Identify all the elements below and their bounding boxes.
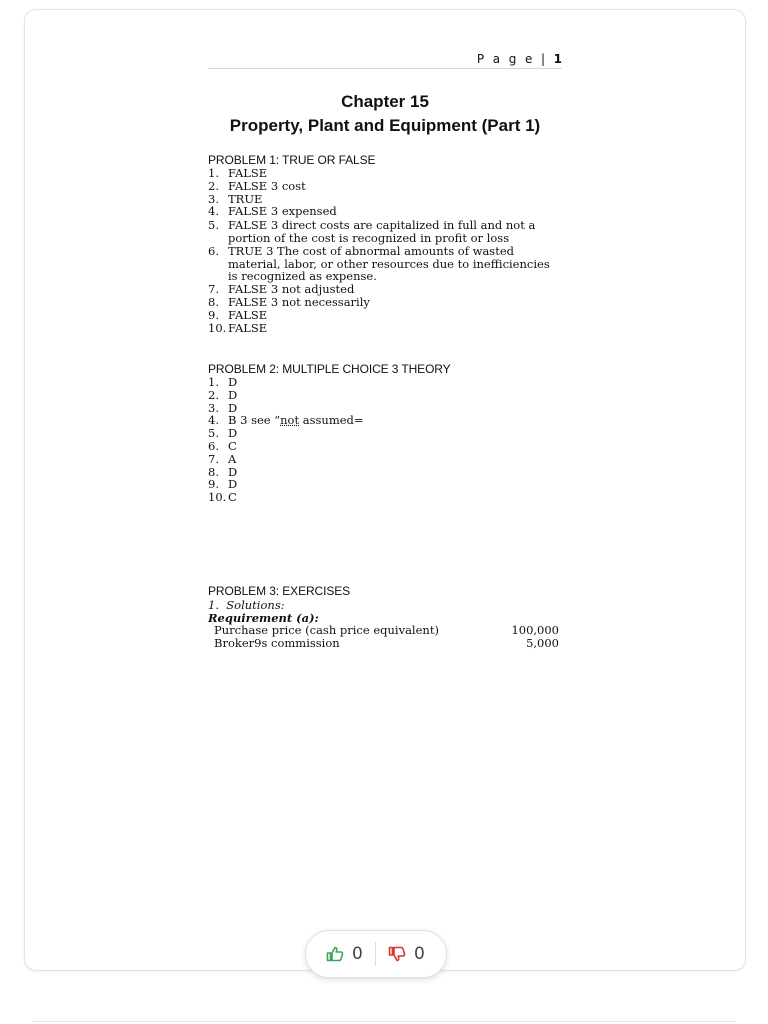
list-item: 4. FALSE 3 expensed xyxy=(208,204,337,219)
chapter-subtitle: Property, Plant and Equipment (Part 1) xyxy=(229,116,541,135)
list-item: 8. FALSE 3 not necessarily xyxy=(208,294,370,309)
vote-bar xyxy=(305,930,447,978)
problem2-heading: PROBLEM 2: MULTIPLE CHOICE 3 THEORY xyxy=(208,362,451,376)
list-item: 2. FALSE 3 cost xyxy=(208,178,306,193)
thumbs-down-icon xyxy=(388,946,406,962)
page-label: P a g e | xyxy=(476,52,554,66)
list-item: 4. B 3 see “not assumed= xyxy=(208,413,364,428)
solutions-label: 1. Solutions: xyxy=(208,598,285,612)
list-item: 3. D xyxy=(208,400,238,415)
list-item: 5. FALSE 3 direct costs are capitalized in full and not a portion of the cost is recognized in profit or loss xyxy=(208,218,536,245)
requirement-label: Requirement (a): xyxy=(208,611,319,625)
problem1-heading: PROBLEM 1: TRUE OR FALSE xyxy=(208,153,376,167)
thumbs-up-icon xyxy=(326,946,344,962)
list-item: 7. FALSE 3 not adjusted xyxy=(208,282,355,297)
list-item: 1. D xyxy=(208,375,238,389)
problem1-list xyxy=(208,167,562,334)
upvote-button[interactable] xyxy=(326,931,363,977)
list-item: 10. C xyxy=(208,490,237,505)
table-row: Purchase price (cash price equivalent) 100,000 xyxy=(214,623,559,637)
page-header xyxy=(208,52,562,69)
list-item: 8. D xyxy=(208,464,238,479)
list-item: 6. C xyxy=(208,438,237,453)
list-item: 2. D xyxy=(208,387,238,402)
downvote-count: 0 xyxy=(414,944,425,964)
list-item: 1. FALSE xyxy=(208,166,268,180)
vote-divider xyxy=(375,942,376,966)
list-item: 9. FALSE xyxy=(208,307,268,322)
problem2-list xyxy=(208,376,562,504)
upvote-count: 0 xyxy=(352,944,363,964)
page-number: 1 xyxy=(553,52,562,66)
list-item: 7. A xyxy=(208,451,237,466)
list-item: 9. D xyxy=(208,477,238,492)
downvote-button[interactable] xyxy=(388,931,425,977)
list-item: 10. FALSE xyxy=(208,320,268,335)
list-item: 6. TRUE 3 The cost of abnormal amounts of wasted material, labor, or other resources due to inefficiencies is recognized as expense. xyxy=(208,243,550,284)
chapter-title: Chapter 15 xyxy=(341,92,429,111)
list-item: 5. D xyxy=(208,426,238,441)
list-item: 3. TRUE xyxy=(208,191,263,206)
divider xyxy=(32,1021,736,1022)
table-row: Broker9s commission 5,000 xyxy=(214,636,559,650)
problem3-heading: PROBLEM 3: EXERCISES xyxy=(208,584,351,598)
